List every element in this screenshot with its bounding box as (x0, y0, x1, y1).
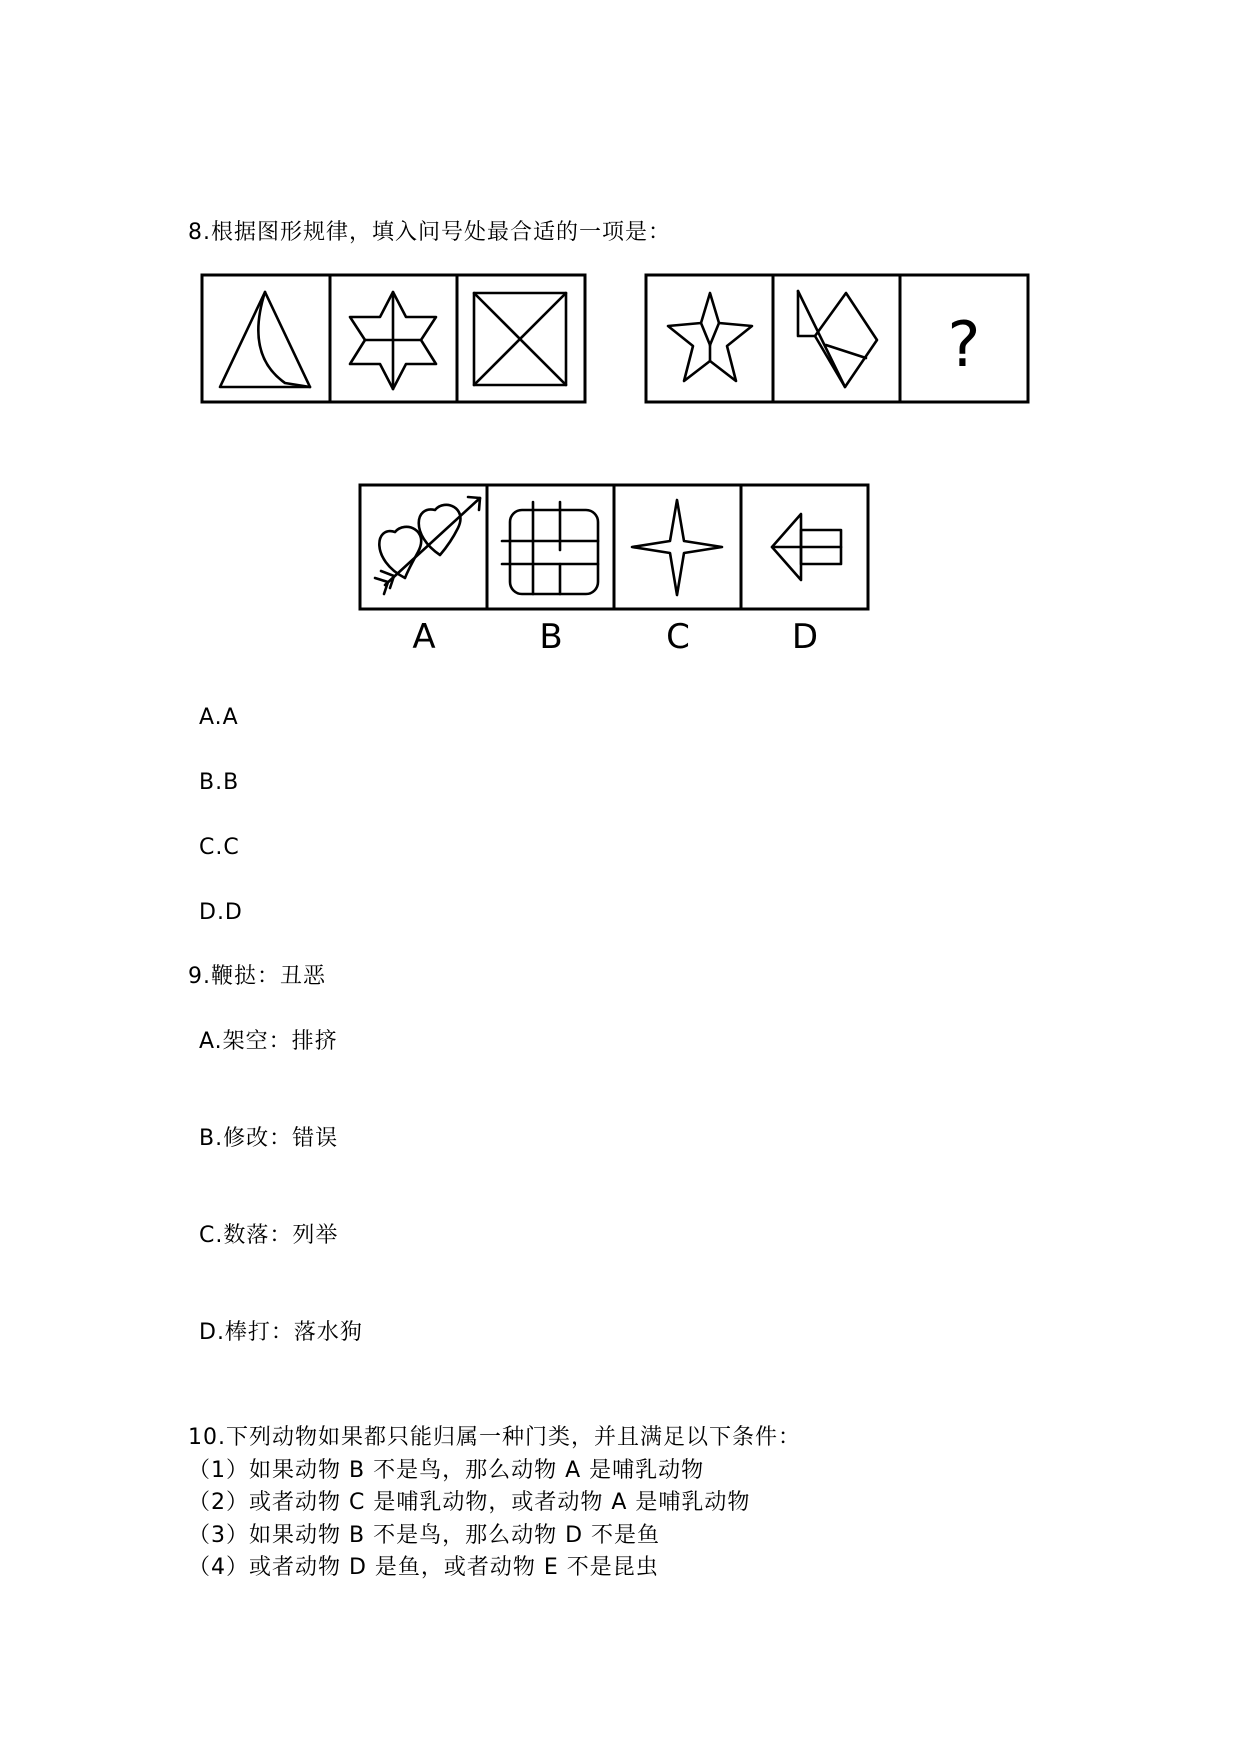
hearts-arrow-figure (375, 497, 480, 594)
q10-condition-3: （3）如果动物 B 不是鸟，那么动物 D 不是鱼 (188, 1523, 661, 1548)
question-mark: ? (947, 308, 981, 381)
q9-option-b[interactable]: B.修改：错误 (199, 1126, 339, 1151)
choice-label-b: B (539, 617, 563, 657)
q8-option-b[interactable]: B.B (199, 770, 240, 795)
polyline-figure (798, 291, 877, 387)
arrow-box-figure (772, 514, 841, 580)
q8-option-a[interactable]: A.A (199, 705, 239, 730)
grid-square-figure (502, 502, 598, 594)
four-point-star-figure (632, 500, 722, 595)
choice-label-c: C (666, 617, 690, 657)
q9-option-d[interactable]: D.棒打：落水狗 (199, 1320, 363, 1345)
q8-stem: 8.根据图形规律，填入问号处最合适的一项是： (188, 220, 671, 245)
q8-choices-figure (360, 485, 868, 657)
q8-option-c[interactable]: C.C (199, 835, 240, 860)
q10-condition-2: （2）或者动物 C 是哺乳动物，或者动物 A 是哺乳动物 (188, 1490, 751, 1515)
q8-option-d[interactable]: D.D (199, 900, 243, 925)
choice-label-a: A (412, 617, 436, 657)
q8-figure-sequence (0, 0, 1240, 657)
q10-condition-1: （1）如果动物 B 不是鸟，那么动物 A 是哺乳动物 (188, 1458, 705, 1483)
q9-stem: 9.鞭挞：丑恶 (188, 964, 326, 989)
q9-option-c[interactable]: C.数落：列举 (199, 1223, 339, 1248)
q10-stem: 10.下列动物如果都只能归属一种门类，并且满足以下条件： (188, 1425, 801, 1450)
choice-label-d: D (791, 617, 819, 657)
triangle-curve-figure (220, 292, 310, 387)
square-x-figure (474, 293, 566, 385)
hexagram-cross-figure (350, 292, 436, 389)
q9-option-a[interactable]: A.架空：排挤 (199, 1029, 338, 1054)
pentagram-figure (668, 293, 752, 381)
q8-left-group (202, 275, 585, 402)
q10-condition-4: （4）或者动物 D 是鱼，或者动物 E 不是昆虫 (188, 1555, 659, 1580)
q8-right-group (646, 275, 1028, 402)
